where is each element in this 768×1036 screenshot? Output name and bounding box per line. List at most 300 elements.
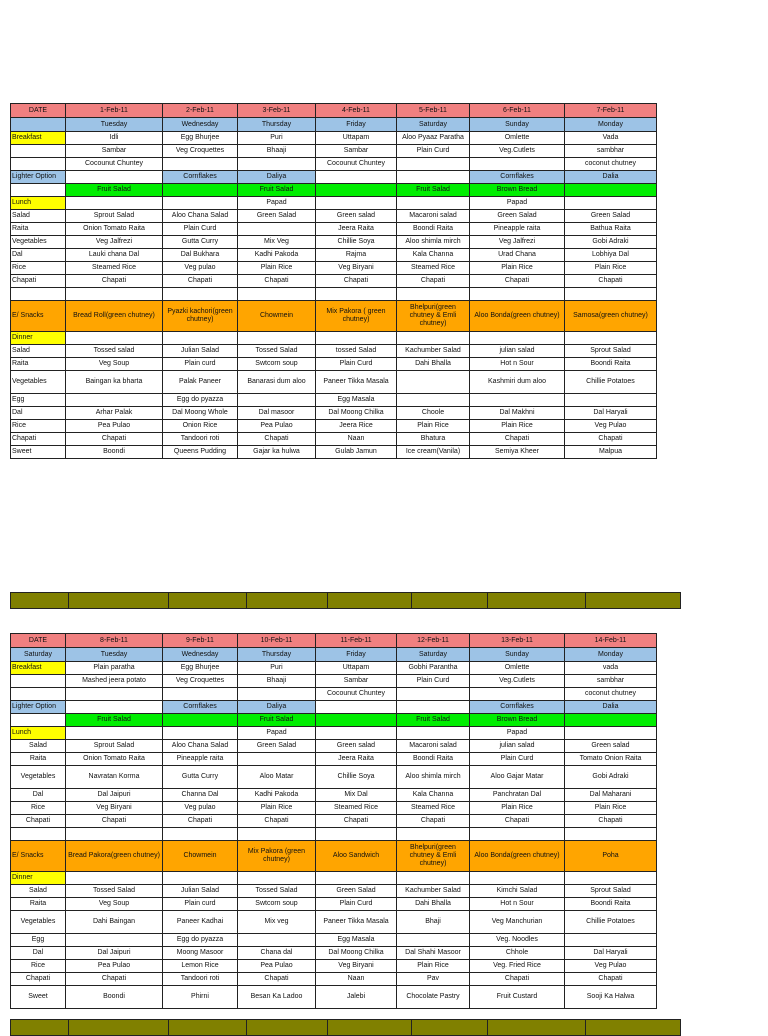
menu-cell: Chhole bbox=[470, 947, 565, 960]
menu-cell: Uttapam bbox=[316, 662, 397, 675]
menu-cell: Sambar bbox=[316, 675, 397, 688]
menu-cell: Bhaji bbox=[397, 911, 470, 934]
menu-cell: Baingan ka bharta bbox=[66, 371, 163, 394]
breakfast-row-1 bbox=[11, 132, 657, 145]
menu-cell: Besan Ka Ladoo bbox=[238, 986, 316, 1009]
lighter-option-row bbox=[11, 701, 657, 714]
breakfast-row-3 bbox=[11, 688, 657, 701]
menu-cell: Papad bbox=[238, 727, 316, 740]
menu-cell: 11-Feb-11 bbox=[316, 634, 397, 648]
row-label: Sweet bbox=[11, 446, 66, 459]
menu-cell: Phirni bbox=[163, 986, 238, 1009]
menu-cell: Plain Curd bbox=[397, 145, 470, 158]
menu-cell: Veg pulao bbox=[163, 262, 238, 275]
menu-cell: Bathua Raita bbox=[565, 223, 657, 236]
menu-cell bbox=[163, 184, 238, 197]
menu-cell: Aloo shimla mirch bbox=[397, 766, 470, 789]
menu-cell: Plain Curd bbox=[163, 223, 238, 236]
menu-cell: Bhaaji bbox=[238, 145, 316, 158]
lunch-row bbox=[11, 727, 657, 740]
menu-cell: 13-Feb-11 bbox=[470, 634, 565, 648]
menu-cell: Mashed jeera potato bbox=[66, 675, 163, 688]
menu-cell bbox=[66, 727, 163, 740]
menu-cell: Tomato Onion Raita bbox=[565, 753, 657, 766]
menu-cell: Kachumber Salad bbox=[397, 345, 470, 358]
lunch-vegetables-row bbox=[11, 766, 657, 789]
menu-cell: Veg Jalfrezi bbox=[66, 236, 163, 249]
menu-cell: Boondi Raita bbox=[565, 898, 657, 911]
menu-cell: Veg Jalfrezi bbox=[470, 236, 565, 249]
menu-cell: Dal Moong Chilka bbox=[316, 947, 397, 960]
menu-cell: Aloo Chana Salad bbox=[163, 740, 238, 753]
menu-cell bbox=[238, 828, 316, 841]
row-label: Lighter Option bbox=[11, 701, 66, 714]
menu-cell: 5-Feb-11 bbox=[397, 104, 470, 118]
menu-cell bbox=[238, 753, 316, 766]
menu-cell: Mix Pakora ( green chutney) bbox=[316, 301, 397, 332]
dinner-vegetables-row bbox=[11, 371, 657, 394]
menu-cell: Saturday bbox=[397, 648, 470, 662]
menu-cell: Steamed Rice bbox=[316, 802, 397, 815]
lunch-raita-row bbox=[11, 223, 657, 236]
menu-cell: Mix Dal bbox=[316, 789, 397, 802]
menu-cell bbox=[316, 727, 397, 740]
menu-cell: Sambar bbox=[66, 145, 163, 158]
menu-cell: Pea Pulao bbox=[66, 960, 163, 973]
menu-cell: Samosa(green chutney) bbox=[565, 301, 657, 332]
menu-cell: Chapati bbox=[163, 275, 238, 288]
menu-cell: Papad bbox=[470, 197, 565, 210]
menu-cell bbox=[565, 332, 657, 345]
menu-cell: Green Salad bbox=[238, 740, 316, 753]
menu-cell bbox=[66, 197, 163, 210]
dinner-raita-row bbox=[11, 358, 657, 371]
menu-cell: Chapati bbox=[470, 815, 565, 828]
menu-cell: Urad Chana bbox=[470, 249, 565, 262]
lunch-rice-row bbox=[11, 262, 657, 275]
menu-cell: Fruit Salad bbox=[66, 714, 163, 727]
menu-cell bbox=[66, 934, 163, 947]
lunch-salad-row bbox=[11, 210, 657, 223]
menu-cell: Thursday bbox=[238, 118, 316, 132]
row-label: Dinner bbox=[11, 872, 66, 885]
menu-cell: Swtcorn soup bbox=[238, 358, 316, 371]
dinner-chapati-row bbox=[11, 433, 657, 446]
menu-cell: Dahi Bhalla bbox=[397, 898, 470, 911]
menu-cell: Kala Channa bbox=[397, 789, 470, 802]
menu-cell: Egg Masala bbox=[316, 934, 397, 947]
menu-cell: Boondi Raita bbox=[397, 753, 470, 766]
menu-cell bbox=[397, 872, 470, 885]
menu-cell: Plain Rice bbox=[565, 262, 657, 275]
menu-cell: 2-Feb-11 bbox=[163, 104, 238, 118]
menu-cell: Monday bbox=[565, 648, 657, 662]
menu-cell: sambhar bbox=[565, 675, 657, 688]
menu-cell: Ice cream(Vanila) bbox=[397, 446, 470, 459]
menu-cell: 14-Feb-11 bbox=[565, 634, 657, 648]
menu-cell: Onion Rice bbox=[163, 420, 238, 433]
menu-cell: Onion Tomato Raita bbox=[66, 753, 163, 766]
menu-cell: Plain Rice bbox=[397, 420, 470, 433]
menu-cell: Semiya Kheer bbox=[470, 446, 565, 459]
menu-cell: Chapati bbox=[316, 275, 397, 288]
menu-cell: Dal Haryali bbox=[565, 407, 657, 420]
menu-cell: Dal Jaipuri bbox=[66, 947, 163, 960]
menu-cell: Sunday bbox=[470, 648, 565, 662]
menu-cell: Steamed Rice bbox=[397, 802, 470, 815]
spacer-row bbox=[11, 828, 657, 841]
menu-cell: Dal Moong Chilka bbox=[316, 407, 397, 420]
menu-cell: Egg Bhurjee bbox=[163, 662, 238, 675]
row-label: Dal bbox=[11, 407, 66, 420]
dinner-rice-row bbox=[11, 420, 657, 433]
menu-cell bbox=[470, 332, 565, 345]
menu-cell: Brown Bread bbox=[470, 184, 565, 197]
menu-cell bbox=[316, 184, 397, 197]
lunch-rice-row bbox=[11, 802, 657, 815]
lunch-salad-row bbox=[11, 740, 657, 753]
menu-cell: Chocolate Pastry bbox=[397, 986, 470, 1009]
menu-cell: Idli bbox=[66, 132, 163, 145]
menu-cell: sambhar bbox=[565, 145, 657, 158]
row-label: Raita bbox=[11, 358, 66, 371]
menu-cell: Tossed Salad bbox=[238, 885, 316, 898]
menu-cell: Veg Croquettes bbox=[163, 675, 238, 688]
menu-cell bbox=[163, 688, 238, 701]
lunch-raita-row bbox=[11, 753, 657, 766]
menu-cell: Papad bbox=[470, 727, 565, 740]
day-row bbox=[11, 648, 657, 662]
menu-cell: Plain curd bbox=[163, 898, 238, 911]
menu-cell: Bread Roll(green chutney) bbox=[66, 301, 163, 332]
menu-cell: Fruit Custard bbox=[470, 986, 565, 1009]
menu-cell: Malpua bbox=[565, 446, 657, 459]
menu-cell bbox=[66, 394, 163, 407]
menu-cell: Chowmein bbox=[238, 301, 316, 332]
menu-cell: Bhatura bbox=[397, 433, 470, 446]
menu-cell bbox=[316, 701, 397, 714]
menu-cell: Fruit Salad bbox=[66, 184, 163, 197]
menu-cell: Friday bbox=[316, 648, 397, 662]
menu-cell: Jeera Rice bbox=[316, 420, 397, 433]
menu-cell: Tuesday bbox=[66, 648, 163, 662]
menu-cell bbox=[470, 828, 565, 841]
menu-cell: Omlette bbox=[470, 662, 565, 675]
dinner-row bbox=[11, 332, 657, 345]
menu-cell bbox=[316, 197, 397, 210]
menu-cell: Chapati bbox=[470, 973, 565, 986]
menu-cell: Cocounut Chuntey bbox=[66, 158, 163, 171]
menu-cell bbox=[316, 288, 397, 301]
menu-cell: Fruit Salad bbox=[238, 184, 316, 197]
fruit-salad-row bbox=[11, 714, 657, 727]
menu-cell: Aloo Bonda(green chutney) bbox=[470, 841, 565, 872]
menu-cell: 1-Feb-11 bbox=[66, 104, 163, 118]
dinner-egg-row bbox=[11, 934, 657, 947]
menu-cell bbox=[163, 288, 238, 301]
menu-cell: 7-Feb-11 bbox=[565, 104, 657, 118]
menu-cell: Kimchi Salad bbox=[470, 885, 565, 898]
week2-menu-table bbox=[10, 633, 657, 1009]
row-label: Egg bbox=[11, 934, 66, 947]
lunch-dal-row bbox=[11, 249, 657, 262]
menu-cell: vada bbox=[565, 662, 657, 675]
menu-cell: Pav bbox=[397, 973, 470, 986]
menu-cell: Dal masoor bbox=[238, 407, 316, 420]
menu-cell: Plain Rice bbox=[470, 420, 565, 433]
week1-menu-table bbox=[10, 103, 657, 459]
dinner-dal-row bbox=[11, 407, 657, 420]
menu-cell: Gulab Jamun bbox=[316, 446, 397, 459]
menu-cell: coconut chutney bbox=[565, 158, 657, 171]
menu-cell: Veg Soup bbox=[66, 898, 163, 911]
menu-cell: Bhelpuri(green chutney & Emli chutney) bbox=[397, 841, 470, 872]
row-label: Saturday bbox=[11, 648, 66, 662]
row-label: Rice bbox=[11, 420, 66, 433]
lunch-chapati-row bbox=[11, 815, 657, 828]
menu-cell: Uttapam bbox=[316, 132, 397, 145]
menu-cell: Chillie Potatoes bbox=[565, 371, 657, 394]
menu-cell: Chapati bbox=[565, 973, 657, 986]
row-label: Breakfast bbox=[11, 662, 66, 675]
menu-cell: Kadhi Pakoda bbox=[238, 249, 316, 262]
menu-cell: Steamed Rice bbox=[66, 262, 163, 275]
row-label: Chapati bbox=[11, 433, 66, 446]
row-label bbox=[11, 184, 66, 197]
menu-cell: Cocounut Chuntey bbox=[316, 158, 397, 171]
menu-cell: Plain Rice bbox=[470, 262, 565, 275]
menu-cell: Egg Masala bbox=[316, 394, 397, 407]
menu-cell: Macaroni salad bbox=[397, 210, 470, 223]
menu-cell: Panchratan Dal bbox=[470, 789, 565, 802]
row-label: DATE bbox=[11, 104, 66, 118]
menu-cell: Navratan Korma bbox=[66, 766, 163, 789]
menu-cell: Aloo Matar bbox=[238, 766, 316, 789]
menu-cell: Sprout Salad bbox=[66, 740, 163, 753]
menu-cell: Dal Haryali bbox=[565, 947, 657, 960]
menu-cell: Dalia bbox=[565, 171, 657, 184]
menu-cell: Chapati bbox=[238, 973, 316, 986]
menu-cell: Bhaaji bbox=[238, 675, 316, 688]
menu-cell: Plain Rice bbox=[238, 262, 316, 275]
menu-cell: Dal Moong Whole bbox=[163, 407, 238, 420]
menu-cell: Chapati bbox=[565, 815, 657, 828]
row-label: Lighter Option bbox=[11, 171, 66, 184]
menu-cell bbox=[238, 934, 316, 947]
menu-cell: Poha bbox=[565, 841, 657, 872]
fruit-salad-row bbox=[11, 184, 657, 197]
menu-cell: Onion Tomato Raita bbox=[66, 223, 163, 236]
menu-cell: Veg Biryani bbox=[316, 262, 397, 275]
menu-cell: Egg do pyazza bbox=[163, 934, 238, 947]
menu-cell: Chapati bbox=[470, 275, 565, 288]
menu-cell: Lemon Rice bbox=[163, 960, 238, 973]
menu-cell bbox=[397, 701, 470, 714]
menu-cell: Veg Biryani bbox=[316, 960, 397, 973]
menu-cell: Dal Maharani bbox=[565, 789, 657, 802]
menu-cell: Boondi Raita bbox=[565, 358, 657, 371]
row-label: E/ Snacks bbox=[11, 301, 66, 332]
menu-cell: Veg Croquettes bbox=[163, 145, 238, 158]
snacks-row bbox=[11, 301, 657, 332]
menu-cell: Rajma bbox=[316, 249, 397, 262]
menu-cell: Green Salad bbox=[316, 885, 397, 898]
menu-cell: coconut chutney bbox=[565, 688, 657, 701]
menu-cell: Naan bbox=[316, 973, 397, 986]
row-label: Vegetables bbox=[11, 236, 66, 249]
menu-cell: Plain Curd bbox=[397, 675, 470, 688]
row-label: Dal bbox=[11, 249, 66, 262]
menu-cell: Plain Curd bbox=[316, 358, 397, 371]
menu-cell: Cornflakes bbox=[163, 701, 238, 714]
menu-cell: Tossed Salad bbox=[238, 345, 316, 358]
lunch-dal-row bbox=[11, 789, 657, 802]
menu-cell: Daliya bbox=[238, 171, 316, 184]
menu-cell: Bhelpuri(green chutney & Emli chutney) bbox=[397, 301, 470, 332]
row-label bbox=[11, 828, 66, 841]
menu-cell: Green Salad bbox=[565, 210, 657, 223]
menu-cell: Plain Curd bbox=[470, 753, 565, 766]
menu-cell bbox=[565, 184, 657, 197]
menu-cell: Aloo shimla mirch bbox=[397, 236, 470, 249]
row-label: Raita bbox=[11, 223, 66, 236]
menu-cell: Fruit Salad bbox=[238, 714, 316, 727]
menu-cell: julian salad bbox=[470, 345, 565, 358]
menu-cell: Dal Jaipuri bbox=[66, 789, 163, 802]
menu-cell: Gutta Curry bbox=[163, 766, 238, 789]
row-label: Salad bbox=[11, 885, 66, 898]
menu-cell: Cornflakes bbox=[163, 171, 238, 184]
row-label: Raita bbox=[11, 753, 66, 766]
row-label bbox=[11, 118, 66, 132]
menu-cell: Channa Dal bbox=[163, 789, 238, 802]
menu-cell: Friday bbox=[316, 118, 397, 132]
menu-cell: Cocounut Chuntey bbox=[316, 688, 397, 701]
menu-cell: Boondi bbox=[66, 986, 163, 1009]
menu-cell: Gobhi Parantha bbox=[397, 662, 470, 675]
menu-cell bbox=[565, 727, 657, 740]
menu-cell: 9-Feb-11 bbox=[163, 634, 238, 648]
menu-cell bbox=[163, 872, 238, 885]
menu-cell: Egg do pyazza bbox=[163, 394, 238, 407]
menu-cell: Dal Shahi Masoor bbox=[397, 947, 470, 960]
menu-cell bbox=[316, 332, 397, 345]
bottom-divider-bar bbox=[10, 1019, 681, 1036]
menu-cell: Paneer Kadhai bbox=[163, 911, 238, 934]
menu-cell: Bread Pakora(green chutney) bbox=[66, 841, 163, 872]
breakfast-row-3 bbox=[11, 158, 657, 171]
menu-cell: Hot n Sour bbox=[470, 358, 565, 371]
menu-cell: Veg Pulao bbox=[565, 420, 657, 433]
menu-cell: Palak Paneer bbox=[163, 371, 238, 394]
menu-cell: Green salad bbox=[316, 210, 397, 223]
menu-cell bbox=[238, 288, 316, 301]
menu-cell: Puri bbox=[238, 662, 316, 675]
menu-cell: Sprout Salad bbox=[66, 210, 163, 223]
row-label: Lunch bbox=[11, 727, 66, 740]
menu-cell: Mix veg bbox=[238, 911, 316, 934]
menu-cell: Saturday bbox=[397, 118, 470, 132]
dinner-sweet-row bbox=[11, 446, 657, 459]
menu-cell: Pyazki kachori(green chutney) bbox=[163, 301, 238, 332]
menu-cell bbox=[238, 688, 316, 701]
menu-cell: Chapati bbox=[470, 433, 565, 446]
date-row bbox=[11, 634, 657, 648]
menu-cell: Wednesday bbox=[163, 118, 238, 132]
menu-cell bbox=[565, 394, 657, 407]
menu-cell: Aloo Bonda(green chutney) bbox=[470, 301, 565, 332]
menu-cell bbox=[565, 934, 657, 947]
menu-cell: Papad bbox=[238, 197, 316, 210]
row-label: E/ Snacks bbox=[11, 841, 66, 872]
row-label bbox=[11, 688, 66, 701]
menu-cell: Lobhiya Dal bbox=[565, 249, 657, 262]
menu-cell: Chapati bbox=[66, 433, 163, 446]
menu-cell: Green salad bbox=[316, 740, 397, 753]
dinner-salad-row bbox=[11, 885, 657, 898]
menu-cell: Kashmiri dum aloo bbox=[470, 371, 565, 394]
menu-cell bbox=[470, 158, 565, 171]
lunch-vegetables-row bbox=[11, 236, 657, 249]
menu-cell: Puri bbox=[238, 132, 316, 145]
menu-cell: Dahi Baingan bbox=[66, 911, 163, 934]
menu-cell: Chowmein bbox=[163, 841, 238, 872]
menu-cell: 4-Feb-11 bbox=[316, 104, 397, 118]
menu-cell bbox=[66, 171, 163, 184]
menu-cell: 3-Feb-11 bbox=[238, 104, 316, 118]
menu-cell bbox=[316, 872, 397, 885]
menu-cell: Chapati bbox=[163, 815, 238, 828]
breakfast-row-2 bbox=[11, 145, 657, 158]
row-label: Sweet bbox=[11, 986, 66, 1009]
menu-cell: Chapati bbox=[565, 433, 657, 446]
menu-cell: Mix Veg bbox=[238, 236, 316, 249]
menu-cell: Veg.Cutlets bbox=[470, 145, 565, 158]
menu-cell: Jeera Raita bbox=[316, 753, 397, 766]
menu-cell: Tossed Salad bbox=[66, 885, 163, 898]
menu-cell: Swtcorn soup bbox=[238, 898, 316, 911]
menu-cell: Veg. Noodles bbox=[470, 934, 565, 947]
menu-cell bbox=[316, 171, 397, 184]
menu-cell: Macaroni salad bbox=[397, 740, 470, 753]
row-label bbox=[11, 158, 66, 171]
menu-cell: Daliya bbox=[238, 701, 316, 714]
row-label: Chapati bbox=[11, 815, 66, 828]
menu-cell: Plain Rice bbox=[565, 802, 657, 815]
row-label: Vegetables bbox=[11, 911, 66, 934]
menu-cell: Chapati bbox=[66, 275, 163, 288]
menu-cell bbox=[238, 223, 316, 236]
menu-cell bbox=[397, 171, 470, 184]
menu-cell bbox=[163, 828, 238, 841]
menu-cell: Hot n Sour bbox=[470, 898, 565, 911]
menu-cell: Chapati bbox=[238, 275, 316, 288]
menu-cell: 12-Feb-11 bbox=[397, 634, 470, 648]
divider-bar bbox=[10, 592, 681, 609]
row-label: Chapati bbox=[11, 275, 66, 288]
menu-cell: Sprout Salad bbox=[565, 345, 657, 358]
menu-cell: Banarasi dum aloo bbox=[238, 371, 316, 394]
menu-cell: Queens Pudding bbox=[163, 446, 238, 459]
menu-cell: Sooji Ka Halwa bbox=[565, 986, 657, 1009]
menu-cell bbox=[163, 727, 238, 740]
menu-cell bbox=[238, 872, 316, 885]
breakfast-row-2 bbox=[11, 675, 657, 688]
row-label: Salad bbox=[11, 345, 66, 358]
menu-cell: Brown Bread bbox=[470, 714, 565, 727]
menu-cell: Chapati bbox=[397, 275, 470, 288]
dinner-salad-row bbox=[11, 345, 657, 358]
